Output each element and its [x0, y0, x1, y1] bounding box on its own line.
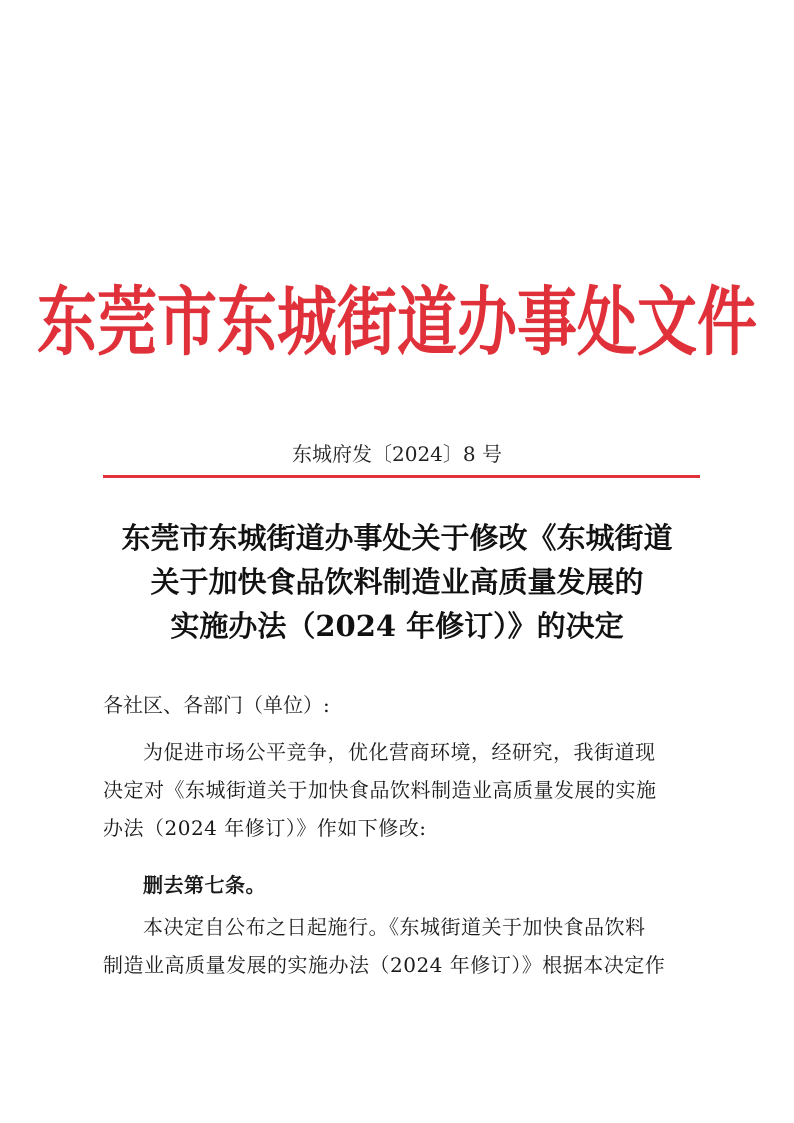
red-divider-line — [103, 475, 700, 478]
paragraph-line: 删去第七条。 — [143, 873, 266, 897]
paragraph-line: 为促进市场公平竞争，优化营商环境，经研究，我街道现 — [143, 740, 656, 764]
title-line: 东莞市东城街道办事处关于修改《东城街道 — [121, 521, 673, 555]
body-paragraph — [103, 908, 689, 984]
paragraph-line: 本决定自公布之日起施行。《东城街道关于加快食品饮料 — [143, 915, 646, 939]
paragraph-line: 决定对《东城街道关于加快食品饮料制造业高质量发展的实施 — [103, 778, 657, 802]
amendment-clause — [103, 866, 689, 904]
salutation: 各社区、各部门（单位）: — [103, 693, 330, 717]
paragraph-line: 办法（2024 年修订）》作如下修改: — [103, 816, 427, 840]
document-title — [97, 516, 697, 648]
document-number: 东城府发〔2024〕8 号 — [292, 442, 502, 466]
body-paragraph — [103, 733, 689, 847]
masthead-title: 东莞市东城街道办事处文件 — [37, 279, 757, 367]
title-line: 关于加快食品饮料制造业高质量发展的 — [150, 565, 644, 599]
paragraph-line: 制造业高质量发展的实施办法（2024 年修订）》根据本决定作 — [103, 953, 666, 977]
title-line: 实施办法（2024 年修订）》的决定 — [170, 609, 624, 643]
